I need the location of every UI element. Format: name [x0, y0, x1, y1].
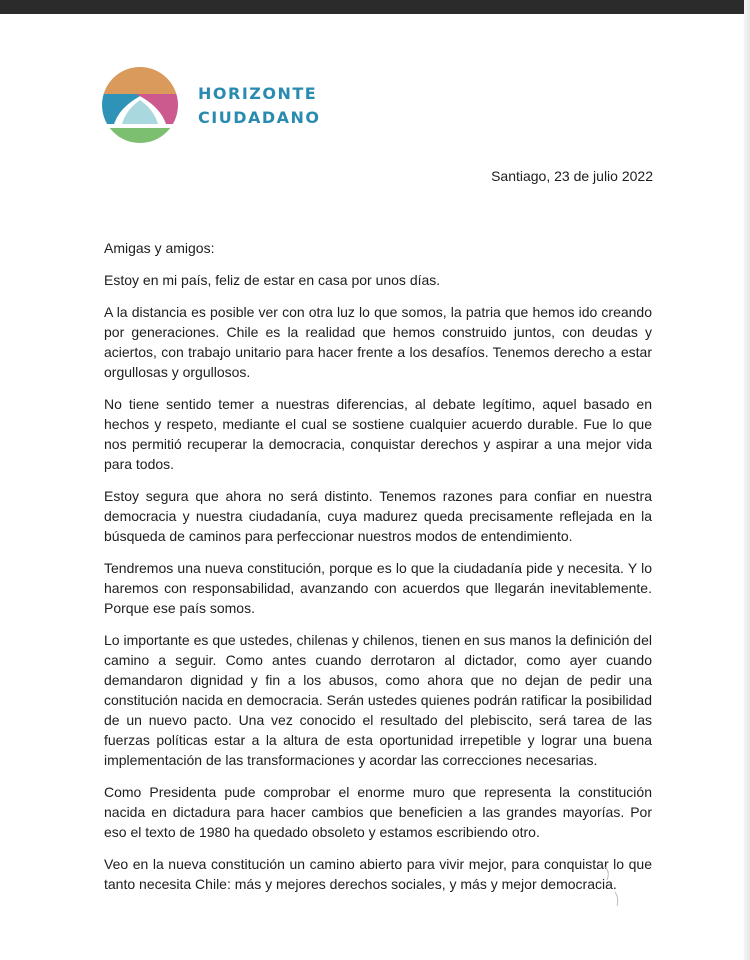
letter-paragraph: A la distancia es posible ver con otra luz lo que somos, la patria que hemos ido creando por generaciones. Chile es la realidad que hemos construido juntos, con deudas y aciertos, con trabajo unitario para hacer frente a los desafíos. Tenemos derecho a estar orgullosas y orgullosos.	[104, 304, 652, 380]
letter-body	[104, 238, 652, 906]
letter-paragraph: Lo importante es que ustedes, chilenas y chilenos, tienen en sus manos la definición del camino a seguir. Como antes cuando derrotaron al dictador, como ayer cuando demandaron dignidad y fin a los abusos, como ahora que no dejan de pedir una constitución nacida en democracia. Serán ustedes quienes podrán ratificar la posibilidad de un nuevo pacto. Una vez conocido el resultado del plebiscito, será tarea de las fuerzas políticas estar a la altura de esta oportunidad irrepetible y lograr una buena implementación de las transformaciones y acordar las correcciones necesarias.	[104, 632, 652, 768]
page-edge-shadow	[744, 0, 750, 960]
letter-greeting: Amigas y amigos:	[104, 240, 215, 256]
brand-name	[198, 82, 321, 130]
logo-band-green	[100, 128, 180, 144]
letter-paragraph: Veo en la nueva constitución un camino abierto para vivir mejor, para conquistar lo que tanto necesita Chile: más y mejores derechos sociales, y más y mejor democracia.	[104, 856, 652, 892]
letter-paragraph: Estoy en mi país, feliz de estar en casa por unos días.	[104, 272, 441, 288]
brand-line-1: HORIZONTE	[198, 84, 318, 103]
letter-paragraph: Como Presidenta pude comprobar el enorme muro que representa la constitución nacida en dictadura para hacer cambios que beneficien a las grandes mayorías. Por eso el texto de 1980 ha quedado obsoleto y estamos escribiendo otro.	[104, 784, 652, 840]
horizonte-ciudadano-logo-icon	[100, 66, 180, 144]
top-dark-border	[0, 0, 750, 14]
brand-line-2: CIUDADANO	[198, 108, 321, 127]
letter-date: Santiago, 23 de julio 2022	[491, 168, 653, 184]
logo-band-orange	[100, 66, 180, 94]
letter-paragraph: No tiene sentido temer a nuestras diferencias, al debate legítimo, aquel basado en hechos y respeto, mediante el cual se sostiene cualquier acuerdo durable. Fue lo que nos permitió recuperar la democracia, conquistar derechos y aspirar a una mejor vida para todos.	[104, 396, 652, 472]
pen-mark-decoration-icon	[597, 860, 627, 910]
letter-paragraph: Estoy segura que ahora no será distinto. Tenemos razones para confiar en nuestra democracia y nuestra ciudadanía, cuya madurez queda precisamente reflejada en la búsqueda de caminos para perfeccionar nuestros modos de entendimiento.	[104, 488, 652, 544]
letter-paragraph: Tendremos una nueva constitución, porque es lo que la ciudadanía pide y necesita. Y lo haremos con responsabilidad, avanzando con acuerdos que llegarán inevitablemente. Porque ese país somos.	[104, 560, 652, 616]
